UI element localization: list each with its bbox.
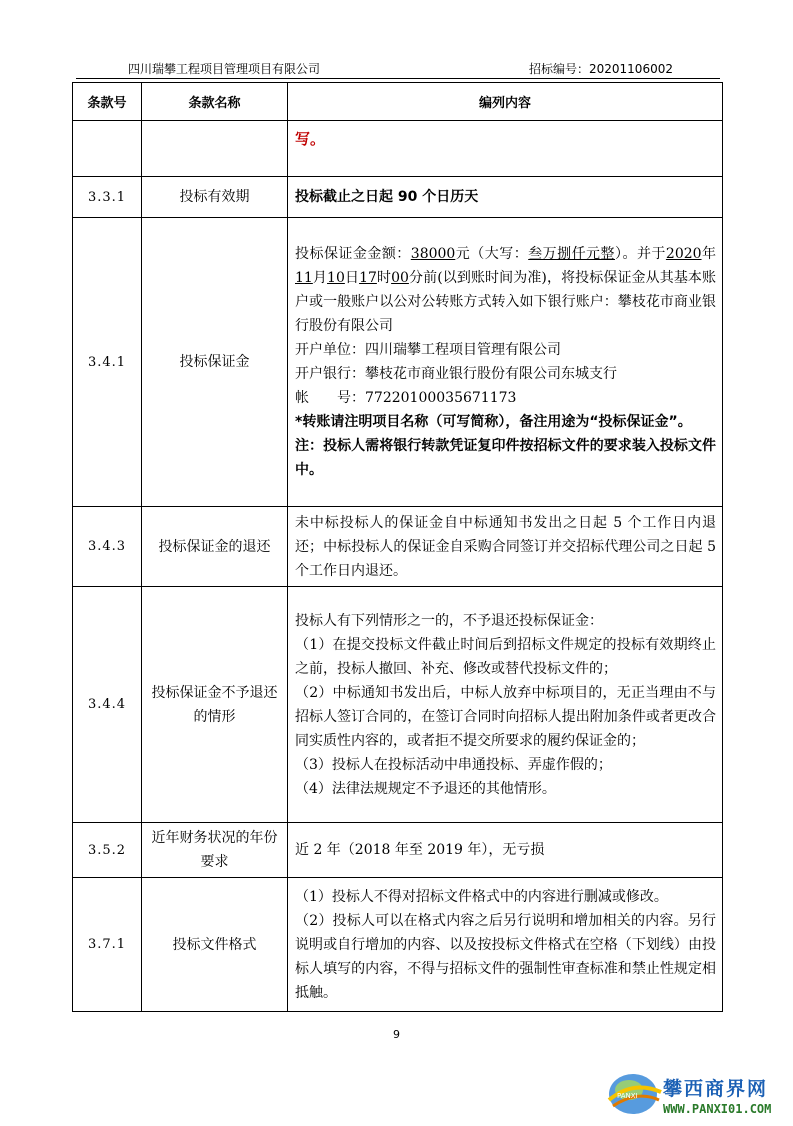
col-header-no: 条款号 (73, 83, 142, 121)
clause-table (72, 82, 723, 1012)
clause-content: （1）投标人不得对招标文件格式中的内容进行删减或修改。 （2）投标人可以在格式内容之后另行说明和增加相关的内容。另行说明或自行增加的内容、以及按投标文件格式在空格（下划线）由投标人填写的内容，不得与招标文件的强制性审查标准和禁止性规定相抵触。 (288, 878, 723, 1012)
watermark-title: 攀西商界网 (663, 1078, 769, 1100)
globe-logo-icon (603, 1062, 665, 1122)
table-row (73, 507, 723, 587)
continued-text: 写。 (295, 130, 326, 148)
col-header-name: 条款名称 (142, 83, 288, 121)
clause-number: 3.4.1 (73, 218, 142, 507)
logo-text: PANXI (617, 1092, 638, 1100)
watermark (603, 1062, 793, 1122)
table-row (73, 121, 723, 177)
table-row (73, 177, 723, 218)
clause-name: 投标保证金不予退还的情形 (142, 587, 288, 823)
header-company: 四川瑞攀工程项目管理项目有限公司 (128, 62, 321, 76)
deposit-amount: 38000 (410, 246, 456, 262)
clause-content: 未中标投标人的保证金自中标通知书发出之日起 5 个工作日内退还；中标投标人的保证金自采购合同签订并交招标代理公司之日起 5 个工作日内退还。 (288, 507, 723, 587)
table-header-row (73, 83, 723, 121)
table-row (73, 878, 723, 1012)
header-bid-number: 招标编号：20201106002 (529, 62, 673, 76)
clause-name: 投标文件格式 (142, 878, 288, 1012)
deposit-paragraph: 投标保证金金额：38000元（大写：叁万捌仟元整）。并于2020年11月10日17时00分前(以到账时间为准)，将投标保证金从其基本账户或一般账户以公对公转账方式转入如下银行账户：攀枝花市商业银行股份有限公司 (295, 246, 717, 334)
account-number: 帐 号：77220100035671173 (295, 390, 517, 406)
clause-name: 投标保证金 (142, 218, 288, 507)
deposit-amount-upper: 叁万捌仟元整 (528, 246, 616, 262)
account-holder: 开户单位：四川瑞攀工程项目管理有限公司 (295, 342, 561, 358)
table-row (73, 587, 723, 823)
clause-number: 3.5.2 (73, 823, 142, 878)
clause-content (288, 218, 723, 507)
clause-number: 3.7.1 (73, 878, 142, 1012)
clause-content: 投标人有下列情形之一的，不予退还投标保证金： （1）在提交投标文件截止时间后到招标文件规定的投标有效期终止之前，投标人撤回、补充、修改或替代投标文件的； （2）中标通知书发出后，中标人放弃中标项目的，无正当理由不与招标人签订合同的，在签订合同时向招标人提出附加条件或者更改合同实质性内容的，或者拒不提交所要求的履约保证金的； （3）投标人在投标活动中串通投标、弄虚作假的； （4）法律法规规定不予退还的其他情形。 (288, 587, 723, 823)
clause-name: 投标保证金的退还 (142, 507, 288, 587)
clause-number: 3.3.1 (73, 177, 142, 218)
account-bank: 开户银行：攀枝花市商业银行股份有限公司东城支行 (295, 366, 617, 382)
table-row (73, 218, 723, 507)
transfer-note: *转账请注明项目名称（可写简称），备注用途为“投标保证金”。 (295, 414, 692, 430)
clause-name: 近年财务状况的年份要求 (142, 823, 288, 878)
clause-content: 投标截止之日起 90 个日历天 (288, 177, 723, 218)
watermark-url: WWW.PANXI01.COM (663, 1102, 772, 1116)
clause-name: 投标有效期 (142, 177, 288, 218)
clause-content: 近 2 年（2018 年至 2019 年），无亏损 (288, 823, 723, 878)
col-header-content: 编列内容 (288, 83, 723, 121)
page-number: 9 (393, 1028, 400, 1041)
clause-number: 3.4.4 (73, 587, 142, 823)
voucher-note: 注：投标人需将银行转款凭证复印件按招标文件的要求装入投标文件中。 (295, 438, 716, 478)
page-header (76, 58, 720, 79)
table-row (73, 823, 723, 878)
clause-number: 3.4.3 (73, 507, 142, 587)
